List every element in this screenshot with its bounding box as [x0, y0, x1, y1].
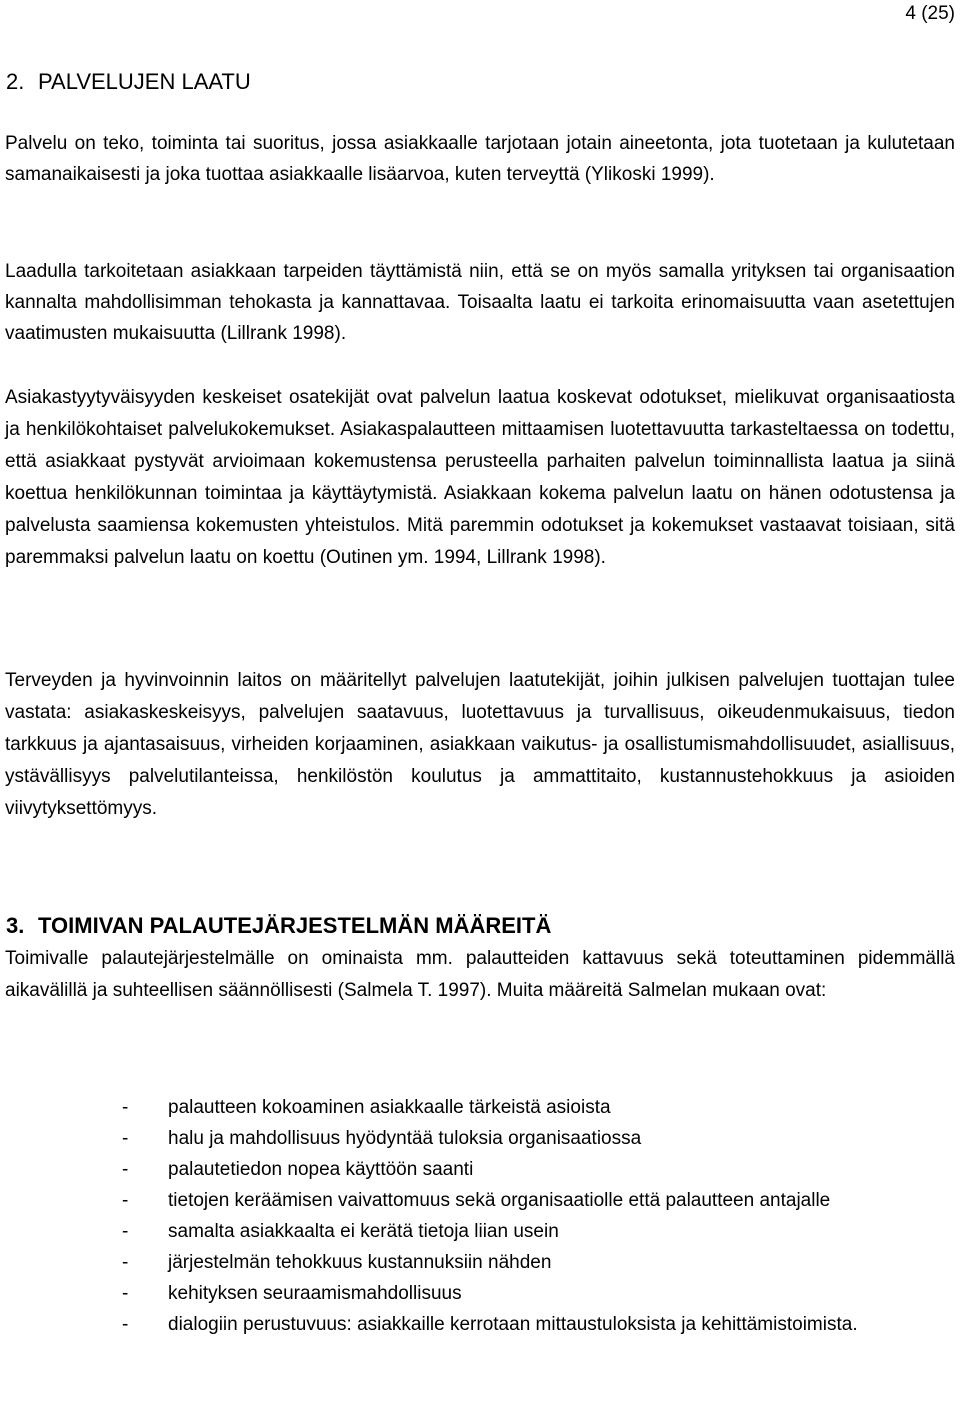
- list-item: [122, 1092, 958, 1123]
- section-title: PALVELUJEN LAATU: [38, 69, 251, 94]
- list-item: [122, 1185, 958, 1216]
- list-item: [122, 1309, 958, 1340]
- list-item: [122, 1216, 958, 1247]
- paragraph: Palvelu on teko, toiminta tai suoritus, jossa asiakkaalle tarjotaan jotain aineetonta, jota tuotetaan ja kulutetaan samanaikaisesti ja joka tuottaa asiakkaalle lisäarvoa, kuten terveyttä (Ylikoski 1999).: [5, 133, 955, 185]
- list-marker: -: [122, 1097, 129, 1118]
- list-item-text: palautetiedon nopea käyttöön saanti: [168, 1159, 474, 1180]
- list-marker: -: [122, 1190, 129, 1211]
- criteria-list: [122, 1092, 958, 1340]
- paragraph: Asiakastyytyväisyyden keskeiset osatekijät ovat palvelun laatua koskevat odotukset, mielikuvat organisaatiosta ja henkilökohtaiset palvelukokemukset. Asiakaspalautteen mittaamisen luotettavuutta tarkasteltaessa on todettu, että asiakkaat pystyvät arvioimaan kokemustensa perusteella parhaiten palvelun toiminnallista laatua ja siinä koettua henkilökunnan toimintaa ja käyttäytymistä. Asiakkaan kokema palvelun laatu on hänen odotustensa ja palvelusta saamiensa kokemusten yhteistulos. Mitä paremmin odotukset ja kokemukset vastaavat toisiaan, sitä paremmaksi palvelun laatu on koettu (Outinen ym. 1994, Lillrank 1998).: [5, 387, 955, 568]
- list-item-text: halu ja mahdollisuus hyödyntää tuloksia organisaatiossa: [168, 1128, 642, 1149]
- list-marker: -: [122, 1221, 129, 1242]
- paragraph: Laadulla tarkoitetaan asiakkaan tarpeiden täyttämistä niin, että se on myös samalla yrityksen tai organisaation kannalta mahdollisimman tehokasta ja kannattavaa. Toisaalta laatu ei tarkoita erinomaisuutta vaan asetettujen vaatimusten mukaisuutta (Lillrank 1998).: [5, 261, 955, 344]
- paragraph: Terveyden ja hyvinvoinnin laitos on määritellyt palvelujen laatutekijät, joihin julkisen palvelujen tuottajan tulee vastata: asiakaskeskeisyys, palvelujen saatavuus, luotettavuus ja turvallisuus, oikeudenmukaisuus, tiedon tarkkuus ja ajantasaisuus, virheiden korjaaminen, asiakkaan vaikutus- ja osallistumismahdollisuudet, asiallisuus, ystävällisyys palvelutilanteissa, henkilöstön koulutus ja ammattitaito, kustannustehokkuus ja asioiden viivytyksettömyys.: [5, 670, 955, 819]
- list-marker: -: [122, 1159, 129, 1180]
- list-item-text: dialogiin perustuvuus: asiakkaille kerrotaan mittaustuloksista ja kehittämistoimista.: [168, 1314, 858, 1335]
- list-marker: -: [122, 1314, 129, 1335]
- list-item: [122, 1123, 958, 1154]
- list-item-text: palautteen kokoaminen asiakkaalle tärkeistä asioista: [168, 1097, 611, 1118]
- list-item: [122, 1278, 958, 1309]
- section-title: TOIMIVAN PALAUTEJÄRJESTELMÄN MÄÄREITÄ: [38, 913, 552, 938]
- list-item-text: samalta asiakkaalta ei kerätä tietoja liian usein: [168, 1221, 559, 1242]
- list-item-text: tietojen keräämisen vaivattomuus sekä organisaatiolle että palautteen antajalle: [168, 1190, 831, 1211]
- section-number: 3.: [6, 913, 25, 938]
- list-marker: -: [122, 1283, 129, 1304]
- list-marker: -: [122, 1128, 129, 1149]
- list-item: [122, 1247, 958, 1278]
- section-heading-3: [6, 912, 551, 940]
- paragraph: Toimivalle palautejärjestelmälle on ominaista mm. palautteiden kattavuus sekä toteuttaminen pidemmällä aikavälillä ja suhteellisen säännöllisesti (Salmela T. 1997). Muita määreitä Salmelan mukaan ovat:: [5, 948, 955, 1001]
- page-number: 4 (25): [905, 3, 955, 24]
- section-number: 2.: [6, 69, 25, 94]
- list-item: [122, 1154, 958, 1185]
- list-marker: -: [122, 1252, 129, 1273]
- section-heading-2: [6, 68, 251, 96]
- list-item-text: järjestelmän tehokkuus kustannuksiin nähden: [168, 1252, 552, 1273]
- list-item-text: kehityksen seuraamismahdollisuus: [168, 1283, 462, 1304]
